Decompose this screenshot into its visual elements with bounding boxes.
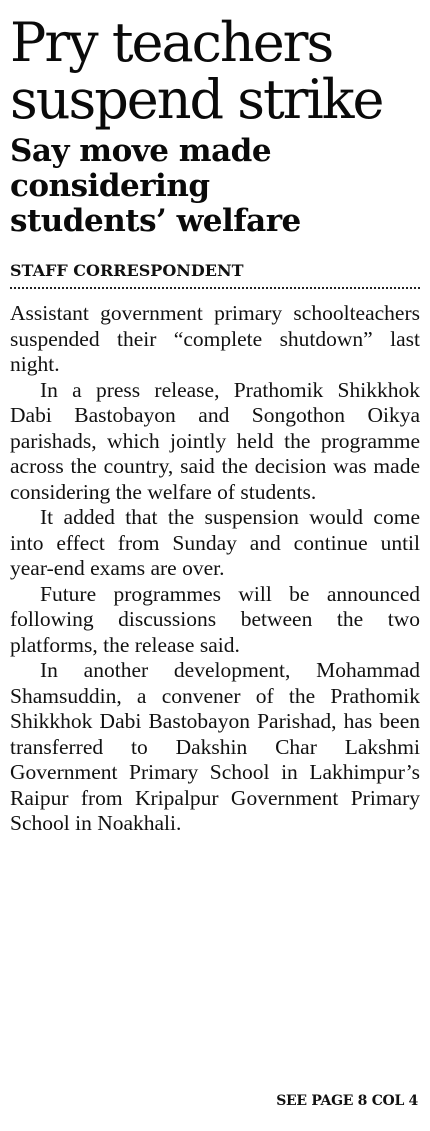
paragraph-2: In a press release, Prathomik Shikkhok Dabi Bastobayon and Songothon Oikya parishads, which jointly held the programme across the country, said the decision was made considering the welfare of students.	[10, 377, 420, 504]
headline	[10, 11, 420, 131]
headline-line-1: Pry teachers	[10, 11, 333, 74]
dotted-divider	[10, 287, 420, 289]
paragraph-4: Future programmes will be announced following discussions between the two platforms, the release said.	[10, 581, 420, 657]
news-article	[10, 0, 420, 837]
subheadline	[10, 134, 420, 239]
paragraph-3: It added that the suspension would come into effect from Sunday and continue until year-end exams are over.	[10, 505, 420, 580]
headline-line-2: suspend strike	[10, 68, 383, 131]
byline: STAFF CORRESPONDENT	[10, 261, 244, 280]
jump-reference: SEE PAGE 8 COL 4	[276, 1093, 418, 1109]
subhead-line-3: students’ welfare	[10, 203, 301, 239]
article-body	[10, 301, 420, 837]
paragraph-5: In another development, Mohammad Shamsuddin, a convener of the Prathomik Shikkhok Dabi Bastobayon Parishad, has been transferred to Dakshin Char Lakshmi Government Primary School in Lakhimpur’s Raipur from Kripalpur Government Primary School in Noakhali.	[10, 658, 420, 835]
paragraph-1: Assistant government primary schoolteachers suspended their “complete shutdown” last night.	[10, 301, 420, 376]
subhead-line-2: considering	[10, 168, 210, 204]
subhead-line-1: Say move made	[10, 133, 272, 169]
